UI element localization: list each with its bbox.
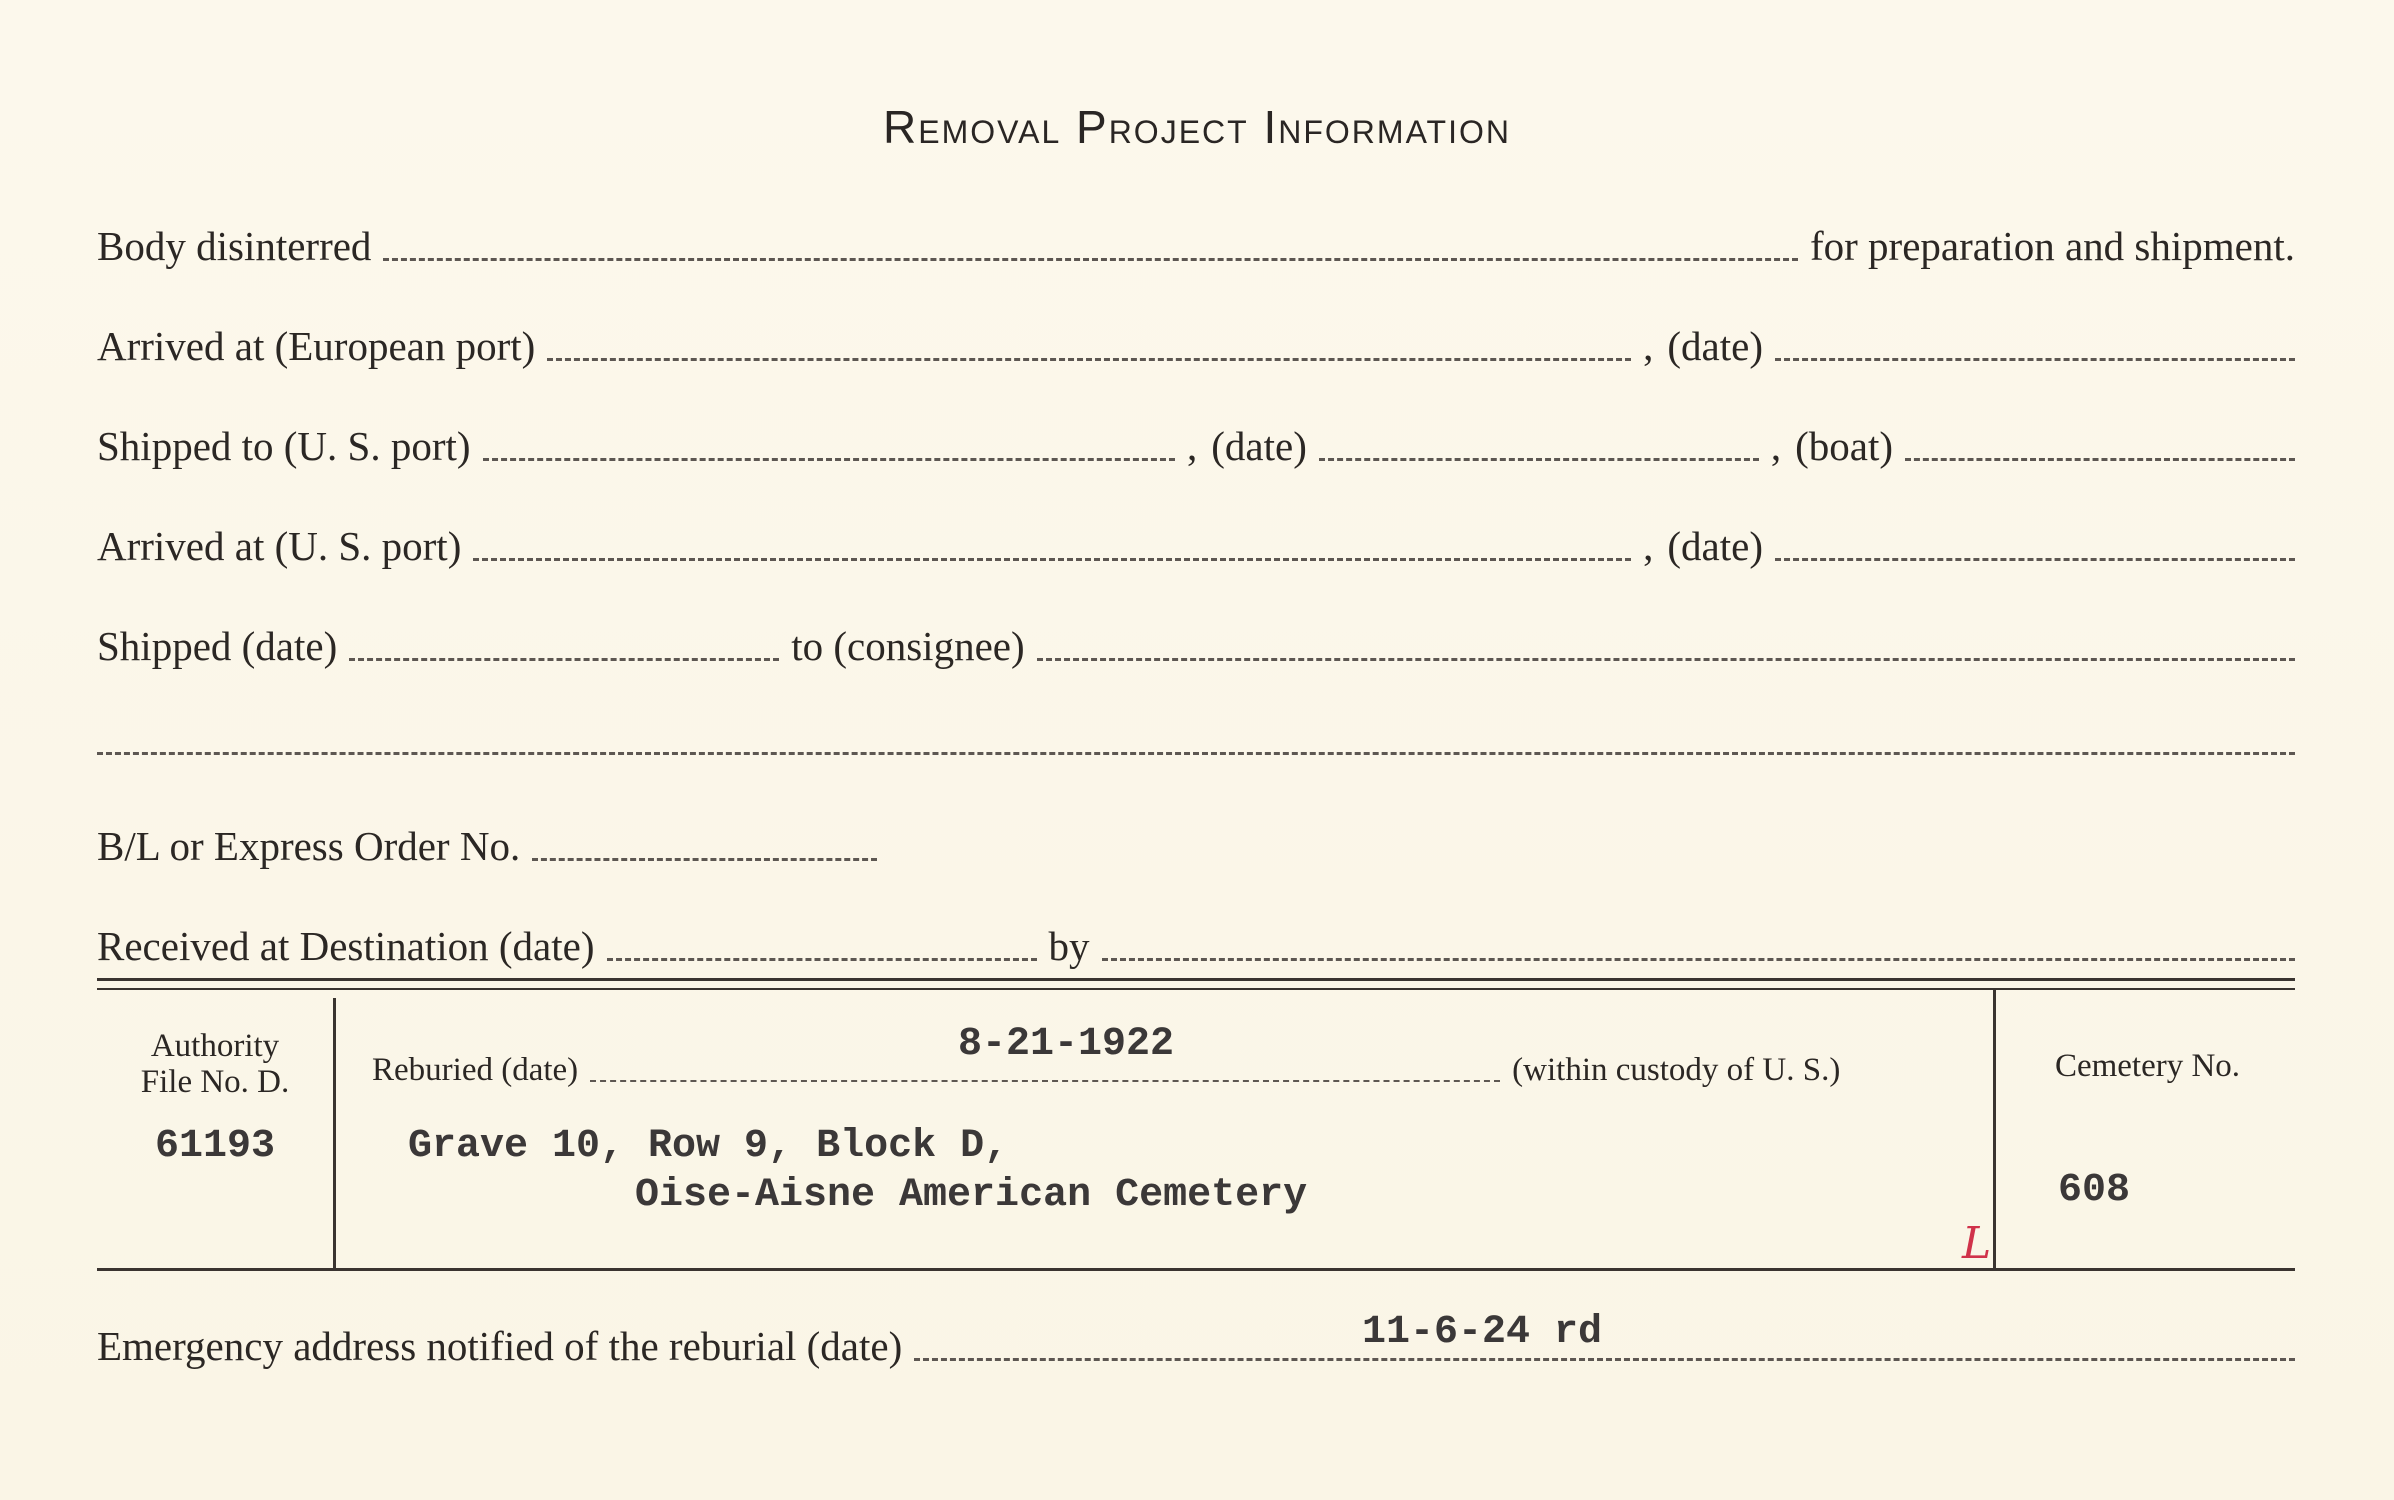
body-disinterred-row bbox=[97, 222, 2295, 270]
arrived-european-blank bbox=[547, 358, 1631, 361]
box-top-rule bbox=[97, 978, 2295, 981]
authority-file-number: 61193 bbox=[155, 1124, 276, 1169]
date-blank bbox=[1775, 558, 2295, 561]
red-initial-mark: L bbox=[1962, 1218, 1992, 1269]
arrived-us-port-label: Arrived at (U. S. port) bbox=[97, 523, 462, 569]
emergency-date-blank bbox=[914, 1358, 2295, 1361]
authority-label-line-2: File No. D. bbox=[140, 1064, 290, 1100]
reburied-date-blank bbox=[590, 1080, 1500, 1082]
comma: , bbox=[1643, 323, 1654, 369]
by-label: by bbox=[1048, 923, 1090, 969]
to-consignee-label: to (consignee) bbox=[791, 623, 1025, 669]
date-blank bbox=[1319, 458, 1759, 461]
authority-label-line-1: Authority bbox=[150, 1028, 280, 1064]
shipped-us-port-label: Shipped to (U. S. port) bbox=[97, 423, 471, 469]
card-title: Removal Project Information bbox=[883, 101, 1511, 153]
boat-blank bbox=[1905, 458, 2295, 461]
date-label: (date) bbox=[1667, 523, 1763, 569]
received-date-blank bbox=[607, 958, 1037, 961]
arrived-us-port-row bbox=[97, 522, 2295, 570]
shipped-us-port-row bbox=[97, 422, 2295, 470]
bl-order-blank bbox=[532, 858, 877, 861]
grave-location-line-1: Grave 10, Row 9, Block D, bbox=[408, 1124, 1009, 1169]
grave-location-line-2: Oise-Aisne American Cemetery bbox=[635, 1173, 1308, 1218]
authority-label bbox=[105, 1028, 325, 1100]
received-destination-label: Received at Destination (date) bbox=[97, 923, 595, 969]
shipped-date-row bbox=[97, 622, 2295, 670]
within-custody-label: (within custody of U. S.) bbox=[1512, 1052, 1841, 1088]
comma: , bbox=[1643, 523, 1654, 569]
reburied-row bbox=[372, 1052, 1972, 1089]
body-disinterred-blank bbox=[383, 258, 1798, 261]
bl-order-row bbox=[97, 822, 889, 870]
box-top-rule-double bbox=[97, 988, 2295, 990]
body-disinterred-label: Body disinterred bbox=[97, 223, 372, 269]
received-destination-row bbox=[97, 922, 2295, 970]
arrived-european-row bbox=[97, 322, 2295, 370]
date-label: (date) bbox=[1211, 423, 1307, 469]
shipped-date-label: Shipped (date) bbox=[97, 623, 338, 669]
cemetery-number-value: 608 bbox=[2058, 1168, 2131, 1213]
emergency-date-value: 11-6-24 rd bbox=[1362, 1310, 1603, 1355]
shipped-us-port-blank bbox=[483, 458, 1175, 461]
box-divider-left bbox=[333, 998, 336, 1270]
emergency-row bbox=[97, 1322, 2295, 1370]
reburied-label: Reburied (date) bbox=[372, 1052, 579, 1088]
box-divider-right bbox=[1993, 988, 1996, 1268]
date-blank bbox=[1775, 358, 2295, 361]
shipped-date-blank bbox=[349, 658, 779, 661]
bl-order-label: B/L or Express Order No. bbox=[97, 823, 521, 869]
reburied-date-value: 8-21-1922 bbox=[958, 1022, 1175, 1067]
consignee-blank bbox=[1037, 658, 2295, 661]
comma: , bbox=[1187, 423, 1198, 469]
emergency-label: Emergency address notified of the reburial (date) bbox=[97, 1323, 903, 1369]
for-preparation-label: for preparation and shipment. bbox=[1809, 223, 2295, 269]
comma: , bbox=[1770, 423, 1782, 469]
arrived-us-port-blank bbox=[473, 558, 1631, 561]
received-by-blank bbox=[1102, 958, 2296, 961]
cemetery-number-label: Cemetery No. bbox=[2054, 1048, 2241, 1084]
arrived-european-label: Arrived at (European port) bbox=[97, 323, 536, 369]
consignee-continuation-blank bbox=[97, 752, 2295, 755]
boat-label: (boat) bbox=[1795, 423, 1893, 469]
date-label: (date) bbox=[1667, 323, 1763, 369]
